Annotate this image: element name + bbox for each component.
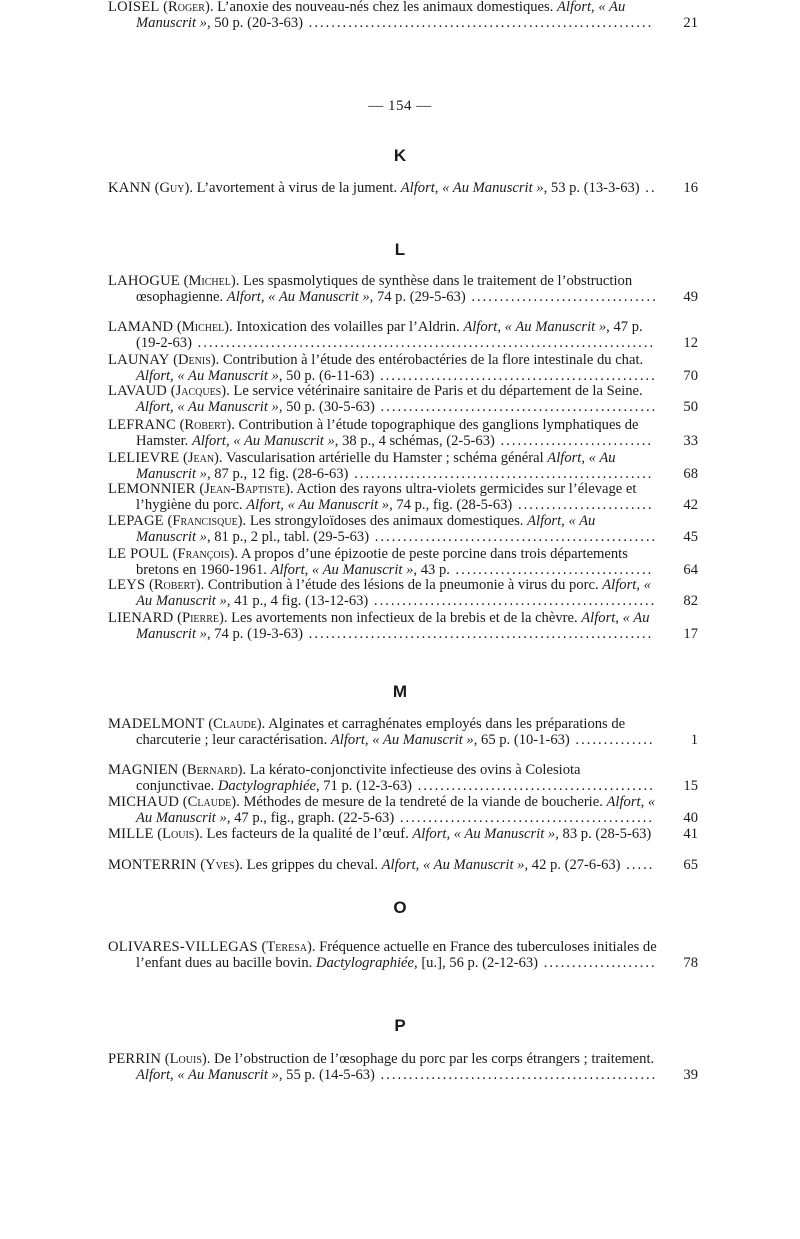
author-given-name: (Denis) <box>173 353 216 368</box>
publisher: Alfort, « Au Manuscrit » <box>412 827 556 842</box>
index-entry <box>108 384 698 416</box>
page-reference: 12 <box>683 334 698 351</box>
author-given-name: (Claude) <box>208 717 262 732</box>
author-given-name: (Yves) <box>200 858 240 873</box>
thesis-title: . Action des rayons ultra-violets germicides sur l’élevage et l’hygiène du porc. <box>136 482 637 513</box>
publisher: Alfort, « Au Manuscrit » <box>191 432 335 449</box>
dot-leader: ............................................................. <box>303 14 654 31</box>
index-entry <box>108 418 698 450</box>
author-surname: LELIEVRE <box>108 451 180 466</box>
thesis-details: , 74 p., fig. (28-5-63) <box>389 496 513 513</box>
author-surname: LIENARD <box>108 611 174 626</box>
author-surname: LOISEL <box>108 0 160 15</box>
publisher: Alfort, « Au Manuscrit » <box>226 288 370 305</box>
page-reference: 50 <box>683 398 698 415</box>
dot-leader: .. <box>639 181 657 196</box>
author-surname: MADELMONT <box>108 717 205 732</box>
author-surname: LE POUL <box>108 547 169 562</box>
thesis-title: . Fréquence actuelle en France des tuberculoses initiales de l’enfant dues au bacille bovin. <box>136 940 657 971</box>
publisher: Alfort, « Au Manuscrit » <box>136 795 656 826</box>
thesis-details: , 50 p. (20-3-63) <box>206 14 304 31</box>
index-entry <box>108 320 698 352</box>
author-given-name: (Teresa) <box>261 940 312 955</box>
section-letter: M <box>392 682 408 701</box>
publisher: Alfort, « Au Manuscrit » <box>136 0 626 31</box>
page-reference: 33 <box>683 432 698 449</box>
publisher: Alfort, « Au Manuscrit » <box>136 611 650 642</box>
author-surname: MAGNIEN <box>108 763 179 778</box>
page-reference: 49 <box>683 288 698 305</box>
publisher: Alfort, « Au Manuscrit » <box>136 367 279 384</box>
section-letter: L <box>394 240 406 259</box>
author-surname: MICHAUD <box>108 795 180 810</box>
publisher: Alfort, « Au Manuscrit » <box>330 731 474 748</box>
thesis-title: . A propos d’une épizootie de peste porcine dans trois départements bretons en 1960-1961. <box>136 547 628 578</box>
author-given-name: (Louis) <box>164 1052 207 1067</box>
author-surname: LAVAUD <box>108 384 168 399</box>
dot-leader: ................................. <box>465 288 658 305</box>
dot-leader: ............................................................. <box>303 625 654 642</box>
author-given-name: (Jean-Baptiste) <box>199 482 290 497</box>
index-entry <box>108 181 698 197</box>
author-given-name: (Louis) <box>157 827 200 842</box>
publisher: Alfort, « Au Manuscrit » <box>463 320 607 335</box>
page-reference: 1 <box>690 731 698 748</box>
author-given-name: (Jacques) <box>170 384 227 399</box>
publisher: Alfort, « Au Manuscrit » <box>136 451 616 482</box>
dot-leader: .............. <box>569 731 655 748</box>
author-surname: MONTERRIN <box>108 858 197 873</box>
publisher: Alfort, « Au Manuscrit » <box>400 181 544 196</box>
author-given-name: (Michel) <box>176 320 230 335</box>
thesis-title: . Intoxication des volailles par l’Aldrin. <box>229 320 464 335</box>
page-reference: 42 <box>683 496 698 513</box>
section-letter: K <box>393 146 407 165</box>
page-reference: 70 <box>683 367 698 384</box>
author-surname: LAUNAY <box>108 353 170 368</box>
dot-leader: ........................... <box>494 432 654 449</box>
dot-leader: .................... <box>538 954 657 971</box>
publisher: Alfort, « Au Manuscrit » <box>136 578 651 609</box>
index-entry <box>108 578 698 610</box>
page-reference: 64 <box>683 561 698 578</box>
publisher: Alfort, « Au Manuscrit » <box>270 561 414 578</box>
publisher: Alfort, « Au Manuscrit » <box>381 858 525 873</box>
author-surname: LEFRANC <box>108 418 176 433</box>
dot-leader: ................................................. <box>374 367 657 384</box>
thesis-details: , 65 p. (10-1-63) <box>473 731 570 748</box>
page-reference: 17 <box>683 625 698 642</box>
author-surname: OLIVARES-VILLEGAS <box>108 940 258 955</box>
dot-leader: ........................ <box>512 496 654 513</box>
index-entry <box>108 858 698 874</box>
thesis-details: , 81 p., 2 pl., tabl. (29-5-63) <box>206 528 370 545</box>
index-entry <box>108 482 698 514</box>
thesis-title: . Les strongyloïdoses des animaux domestiques. <box>242 514 528 529</box>
thesis-details: , 47 p. (19-2-63) <box>136 320 643 351</box>
thesis-title: . Contribution à l’étude des lésions de la pneumonie à virus du porc. <box>200 578 603 593</box>
thesis-title: . Les grippes du cheval. <box>239 858 382 873</box>
dot-leader: ................................................................................. <box>191 334 656 351</box>
thesis-title: . Contribution à l’étude topographique des ganglions lymphatiques de Hamster. <box>136 418 639 449</box>
thesis-details: , 53 p. (13-3-63) <box>543 181 640 196</box>
thesis-details: , 41 p., 4 fig. (13-12-63) <box>226 592 369 609</box>
index-entry <box>108 611 698 643</box>
page-reference: 78 <box>683 954 698 971</box>
dot-leader: ............................................. <box>394 809 655 826</box>
thesis-details: , 50 p. (6-11-63) <box>278 367 375 384</box>
thesis-details: , 74 p. (29-5-63) <box>369 288 466 305</box>
author-given-name: (Roger) <box>163 0 210 15</box>
dot-leader: .................................................. <box>368 592 657 609</box>
author-surname: PERRIN <box>108 1052 162 1067</box>
author-given-name: (Bernard) <box>181 763 243 778</box>
page-reference: 41 <box>683 826 698 842</box>
publisher: Dactylographiée <box>217 777 316 794</box>
publisher: Dactylographiée <box>315 954 415 971</box>
page-reference: 16 <box>683 180 698 196</box>
page-reference: 82 <box>683 592 698 609</box>
dot-leader: ................................... <box>449 561 654 578</box>
author-surname: LEMONNIER <box>108 482 196 497</box>
thesis-details: , 74 p. (19-3-63) <box>206 625 304 642</box>
author-given-name: (Robert) <box>148 578 201 593</box>
dot-leader: ................................................. <box>374 1066 658 1083</box>
thesis-details: , 71 p. (12-3-63) <box>315 777 412 794</box>
index-entry <box>108 274 698 306</box>
author-given-name: (Claude) <box>182 795 237 810</box>
page-reference: 39 <box>683 1066 698 1083</box>
thesis-title: . Les facteurs de la qualité de l’œuf. <box>199 827 413 842</box>
page-reference: 65 <box>683 857 698 873</box>
author-surname: LAHOGUE <box>108 274 180 289</box>
author-given-name: (Francisque) <box>167 514 243 529</box>
index-entry <box>108 353 698 385</box>
thesis-details: , 38 p., 4 schémas, (2-5-63) <box>334 432 495 449</box>
dot-leader: .......................................... <box>412 777 655 794</box>
dot-leader: ..... <box>620 858 655 873</box>
thesis-details: , 47 p., fig., graph. (22-5-63) <box>226 809 395 826</box>
thesis-title: . Méthodes de mesure de la tendreté de la viande de boucherie. <box>236 795 607 810</box>
thesis-details: , [u.], 56 p. (2-12-63) <box>414 954 539 971</box>
author-surname: KANN <box>108 181 151 196</box>
index-entry <box>108 451 698 483</box>
page-reference: 40 <box>683 809 698 826</box>
thesis-details: , 87 p., 12 fig. (28-6-63) <box>206 465 349 482</box>
page-number: — 154 — <box>368 98 432 114</box>
author-surname: MILLE <box>108 827 154 842</box>
thesis-title: . Les avortements non infectieux de la brebis et de la chèvre. <box>223 611 582 626</box>
thesis-details: , 43 p. <box>413 561 450 578</box>
publisher: Alfort, « Au Manuscrit » <box>136 514 596 545</box>
page-reference: 15 <box>683 777 698 794</box>
author-surname: LAMAND <box>108 320 174 335</box>
author-given-name: (Pierre) <box>177 611 224 626</box>
thesis-details: , 83 p. (28-5-63) <box>555 827 652 842</box>
index-entry <box>108 940 698 972</box>
dot-leader: ..................................................... <box>348 465 654 482</box>
author-given-name: (Robert) <box>179 418 232 433</box>
thesis-title: . La kérato-conjonctivite infectieuse des ovins à Colesiota conjunctivae. <box>136 763 581 794</box>
index-entry <box>108 547 698 579</box>
thesis-title: . L’anoxie des nouveau-nés chez les animaux domestiques. <box>209 0 557 15</box>
index-entry <box>108 827 698 843</box>
thesis-title: . Le service vétérinaire sanitaire de Paris et du département de la Seine. <box>226 384 643 399</box>
thesis-details: , 55 p. (14-5-63) <box>278 1066 375 1083</box>
index-entry <box>108 717 698 749</box>
thesis-title: . Alginates et carraghénates employés dans les préparations de charcuterie ; leur caractérisation. <box>136 717 626 748</box>
page-reference: 45 <box>683 528 698 545</box>
thesis-title: . Contribution à l’étude des entérobactéries de la flore intestinale du chat. <box>215 353 644 368</box>
section-letter: O <box>393 898 407 917</box>
index-entry <box>108 0 698 32</box>
author-given-name: (Guy) <box>154 181 190 196</box>
page-reference: 21 <box>683 14 698 31</box>
publisher: Alfort, « Au Manuscrit » <box>136 398 279 415</box>
index-entry <box>108 514 698 546</box>
author-surname: LEYS <box>108 578 146 593</box>
author-given-name: (François) <box>172 547 235 562</box>
index-entry <box>108 763 698 795</box>
index-entry <box>108 795 698 827</box>
thesis-details: , 42 p. (27-6-63) <box>524 858 621 873</box>
thesis-details: , 50 p. (30-5-63) <box>278 398 375 415</box>
thesis-title: . Les spasmolytiques de synthèse dans le traitement de l’obstruction œsophagienne. <box>136 274 633 305</box>
section-letter: P <box>394 1016 406 1035</box>
publisher: Alfort, « Au Manuscrit » <box>136 1066 279 1083</box>
thesis-title: . Vascularisation artérielle du Hamster ; schéma général <box>218 451 548 466</box>
dot-leader: .................................................. <box>369 528 658 545</box>
author-given-name: (Michel) <box>183 274 236 289</box>
publisher: Alfort, « Au Manuscrit » <box>246 496 390 513</box>
page-reference: 68 <box>683 465 698 482</box>
index-entry <box>108 1052 698 1084</box>
author-given-name: (Jean) <box>182 451 219 466</box>
author-surname: LEPAGE <box>108 514 164 529</box>
thesis-title: . De l’obstruction de l’œsophage du porc par les corps étrangers ; traitement. <box>206 1052 655 1067</box>
thesis-title: . L’avortement à virus de la jument. <box>189 181 401 196</box>
dot-leader: ................................................. <box>374 398 658 415</box>
